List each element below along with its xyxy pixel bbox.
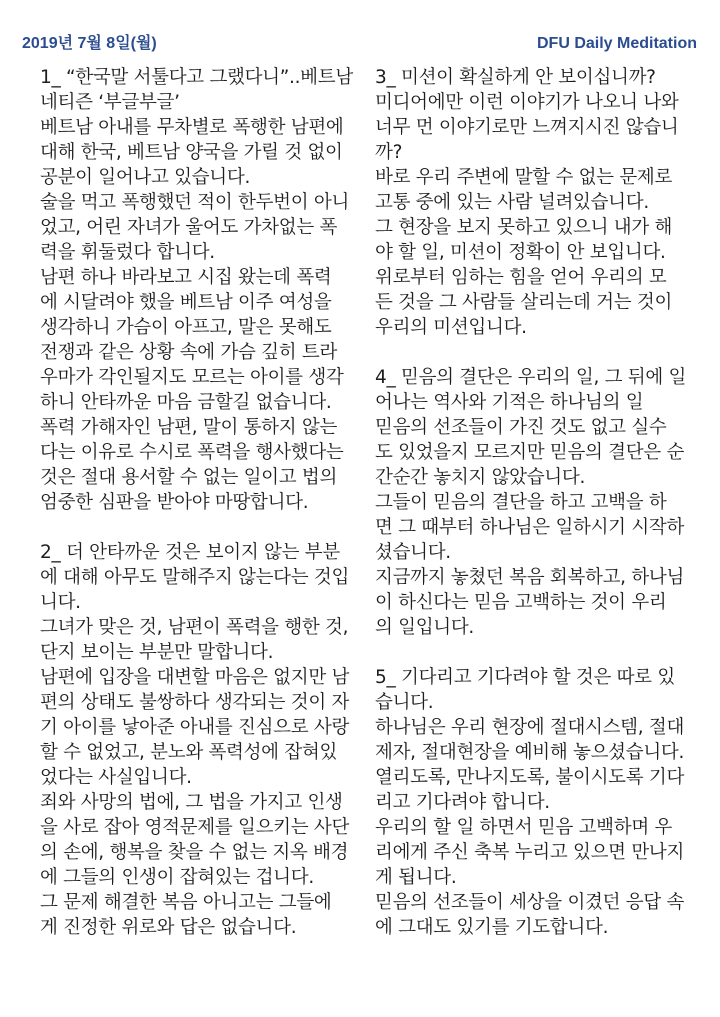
text-line: 게 됩니다. [375, 867, 457, 888]
text-line: 우리의 할 일 하면서 믿음 고백하며 우 [375, 817, 673, 838]
text-line: 에 대해 아무도 말해주지 않는다는 것입 [40, 567, 350, 588]
text-line: 남편에 입장을 대변할 마음은 없지만 남 [40, 667, 350, 688]
text-line: 에 그대도 있기를 기도합니다. [375, 917, 609, 938]
text-line: 대해 한국, 베트남 양국을 가릴 것 없이 [40, 142, 343, 163]
meditation-point-1 [40, 65, 362, 515]
text-line: 까? [375, 142, 403, 163]
text-line: 폭력 가해자인 남편, 말이 통하지 않는 [40, 417, 338, 438]
text-line: 미디어에만 이런 이야기가 나오니 나와 [375, 92, 679, 113]
text-line: 니다. [40, 592, 81, 613]
meditation-point-2 [40, 540, 362, 940]
text-line: 력을 휘둘렀다 합니다. [40, 242, 215, 263]
meditation-point-4 [375, 365, 705, 640]
text-line: 단지 보이는 부분만 말합니다. [40, 642, 274, 663]
text-line: 의 일입니다. [375, 617, 475, 638]
text-line: 남편 하나 바라보고 시집 왔는데 폭력 [40, 267, 332, 288]
text-line: 리고 기다려야 합니다. [375, 792, 550, 813]
header-title: DFU Daily Meditation [536, 35, 697, 52]
text-line: 네티즌 ‘부글부글’ [40, 92, 180, 113]
section-heading: 1_ “한국말 서툴다고 그랬다니”..베트남 [40, 67, 353, 88]
text-line: 것은 절대 용서할 수 없는 일이고 법의 [40, 467, 338, 488]
text-line: 의 손에, 행복을 찾을 수 없는 지옥 배경 [40, 842, 349, 863]
section-heading: 4_ 믿음의 결단은 우리의 일, 그 뒤에 일 [375, 367, 687, 388]
text-line: 었다는 사실입니다. [40, 767, 192, 788]
text-line: 그녀가 맞은 것, 남편이 폭력을 행한 것, [40, 617, 349, 638]
text-line: 공분이 일어나고 있습니다. [40, 167, 251, 188]
text-line: 너무 먼 이야기로만 느껴지시진 않습니 [375, 117, 679, 138]
text-line: 든 것을 그 사람들 살리는데 거는 것이 [375, 292, 673, 313]
text-line: 생각하니 가슴이 아프고, 말은 못해도 [40, 317, 332, 338]
section-heading: 5_ 기다리고 기다려야 할 것은 따로 있 [375, 667, 675, 688]
text-line: 고통 중에 있는 사람 널려있습니다. [375, 192, 649, 213]
text-line: 지금까지 놓쳤던 복음 회복하고, 하나님 [375, 567, 685, 588]
text-line: 었고, 어린 자녀가 울어도 가차없는 폭 [40, 217, 338, 238]
text-line: 리에게 주신 축복 누리고 있으면 만나지 [375, 842, 685, 863]
text-line: 면 그 때부터 하나님은 일하시기 시작하 [375, 517, 685, 538]
text-line: 믿음의 선조들이 세상을 이겼던 응답 속 [375, 892, 685, 913]
text-line: 그 현장을 보지 못하고 있으니 내가 해 [375, 217, 673, 238]
text-line: 하나님은 우리 현장에 절대시스템, 절대 [375, 717, 685, 738]
text-line: 열리도록, 만나지도록, 불이시도록 기다 [375, 767, 685, 788]
text-line: 위로부터 임하는 힘을 얻어 우리의 모 [375, 267, 667, 288]
text-line: 제자, 절대현장을 예비해 놓으셨습니다. [375, 742, 685, 763]
text-line: 엄중한 심판을 받아야 마땅합니다. [40, 492, 309, 513]
text-line: 게 진정한 위로와 답은 없습니다. [40, 917, 297, 938]
text-line: 베트남 아내를 무차별로 폭행한 남편에 [40, 117, 344, 138]
text-line: 에 그들의 인생이 잡혀있는 겁니다. [40, 867, 314, 888]
text-line: 습니다. [375, 692, 434, 713]
text-line: 하니 안타까운 마음 금할길 없습니다. [40, 392, 332, 413]
text-line: 우리의 미션입니다. [375, 317, 527, 338]
text-line: 바로 우리 주변에 말할 수 없는 문제로 [375, 167, 673, 188]
text-line: 편의 상태도 불쌍하다 생각되는 것이 자 [40, 692, 350, 713]
text-line: 간순간 놓치지 않았습니다. [375, 467, 586, 488]
text-line: 다는 이유로 수시로 폭력을 행사했다는 [40, 442, 344, 463]
text-line: 술을 먹고 폭행했던 적이 한두번이 아니 [40, 192, 350, 213]
left-column [40, 65, 362, 965]
text-line: 셨습니다. [375, 542, 451, 563]
text-line: 그 문제 해결한 복음 아니고는 그들에 [40, 892, 332, 913]
text-line: 전쟁과 같은 상황 속에 가슴 깊히 트라 [40, 342, 338, 363]
header-date: 2019년 7월 8일(월) [22, 35, 157, 52]
text-line: 어나는 역사와 기적은 하나님의 일 [375, 392, 644, 413]
meditation-point-3 [375, 65, 705, 340]
text-line: 도 있었을지 모르지만 믿음의 결단은 순 [375, 442, 685, 463]
text-line: 에 시달려야 했을 베트남 이주 여성을 [40, 292, 332, 313]
right-column [375, 65, 705, 965]
meditation-point-5 [375, 665, 705, 940]
text-line: 믿음의 선조들이 가진 것도 없고 실수 [375, 417, 667, 438]
text-line: 할 수 없었고, 분노와 폭력성에 잡혀있 [40, 742, 338, 763]
text-line: 기 아이를 낳아준 아내를 진심으로 사랑 [40, 717, 350, 738]
text-line: 을 사로 잡아 영적문제를 일으키는 사단 [40, 817, 350, 838]
text-line: 그들이 믿음의 결단을 하고 고백을 하 [375, 492, 667, 513]
text-line: 우마가 각인될지도 모르는 아이를 생각 [40, 367, 344, 388]
text-line: 이 하신다는 믿음 고백하는 것이 우리 [375, 592, 667, 613]
text-line: 죄와 사망의 법에, 그 법을 가지고 인생 [40, 792, 343, 813]
section-heading: 3_ 미션이 확실하게 안 보이십니까? [375, 67, 656, 88]
text-line: 야 할 일, 미션이 정확이 안 보입니다. [375, 242, 666, 263]
section-heading: 2_ 더 안타까운 것은 보이지 않는 부분 [40, 542, 340, 563]
